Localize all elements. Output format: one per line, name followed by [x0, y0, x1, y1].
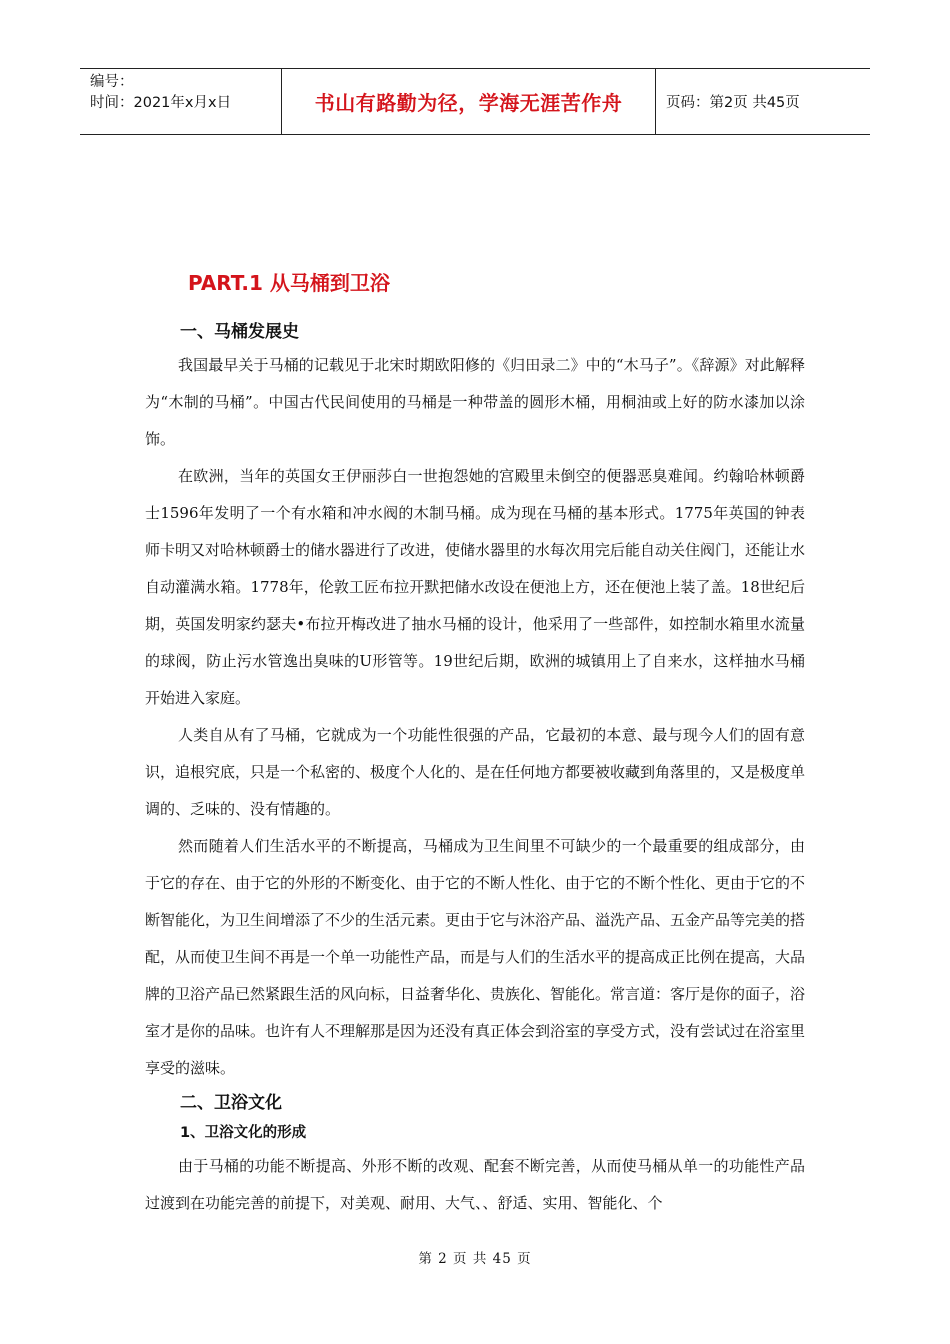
page-footer [0, 1247, 950, 1267]
header-motto: 书山有路勤为径，学海无涯苦作舟 [314, 91, 623, 115]
document-date-label: 时间：2021年x月x日 [90, 95, 232, 111]
paragraph: 我国最早关于马桶的记载见于北宋时期欧阳修的《归田录二》中的“木马子”。《辞源》对此解释为“木制的马桶”。中国古代民间使用的马桶是一种带盖的圆形木桶，用桐油或上好的防水漆加以涂饰。 [145, 356, 805, 448]
document-body [145, 268, 805, 1222]
header-meta-cell [80, 69, 282, 134]
page-header [80, 68, 870, 135]
document-number-label: 编号： [90, 74, 134, 90]
header-motto-cell [282, 69, 656, 134]
section-heading-toilet-history: 一、马桶发展史 [180, 322, 299, 342]
paragraph: 在欧洲，当年的英国女王伊丽莎白一世抱怨她的宫殿里未倒空的便器恶臭难闻。约翰哈林顿爵士1596年发明了一个有水箱和冲水阀的木制马桶。成为现在马桶的基本形式。1775年英国的钟表师卡明又对哈林顿爵士的储水器进行了改进，使储水器里的水每次用完后能自动关住阀门，还能让水自动灌满水箱。1778年，伦敦工匠布拉开默把储水改设在便池上方，还在便池上装了盖。18世纪后期，英国发明家约瑟夫•布拉开梅改进了抽水马桶的设计，他采用了一些部件，如控制水箱里水流量的球阀，防止污水管逸出臭味的U形管等。19世纪后期，欧洲的城镇用上了自来水，这样抽水马桶开始进入家庭。 [145, 467, 806, 707]
paragraph: 由于马桶的功能不断提高、外形不断的改观、配套不断完善，从而使马桶从单一的功能性产品过渡到在功能完善的前提下，对美观、耐用、大气、、舒适、实用、智能化、个 [145, 1157, 805, 1212]
header-page-cell [656, 69, 870, 134]
footer-page-number: 第 2 页 共 45 页 [418, 1251, 532, 1267]
header-page-info: 页码：第2页 共45页 [666, 95, 800, 111]
part-title: PART.1 从马桶到卫浴 [188, 271, 390, 295]
paragraph: 人类自从有了马桶，它就成为一个功能性很强的产品，它最初的本意、最与现今人们的固有意识，追根究底，只是一个私密的、极度个人化的、是在任何地方都要被收藏到角落里的，又是极度单调的、乏味的、没有情趣的。 [145, 726, 806, 818]
section-heading-bath-culture: 二、卫浴文化 [180, 1093, 282, 1113]
paragraph: 然而随着人们生活水平的不断提高，马桶成为卫生间里不可缺少的一个最重要的组成部分，由于它的存在、由于它的外形的不断变化、由于它的不断人性化、由于它的不断个性化、更由于它的不断智能化，为卫生间增添了不少的生活元素。更由于它与沐浴产品、溢洗产品、五金产品等完美的搭配，从而使卫生间不再是一个单一功能性产品，而是与人们的生活水平的提高成正比例在提高，大品牌的卫浴产品已然紧跟生活的风向标，日益奢华化、贵族化、智能化。常言道：客厅是你的面子，浴室才是你的品味。也许有人不理解那是因为还没有真正体会到浴室的享受方式，没有尝试过在浴室里享受的滋味。 [145, 837, 806, 1077]
subsection-heading-culture-formation: 1、卫浴文化的形成 [180, 1125, 307, 1141]
